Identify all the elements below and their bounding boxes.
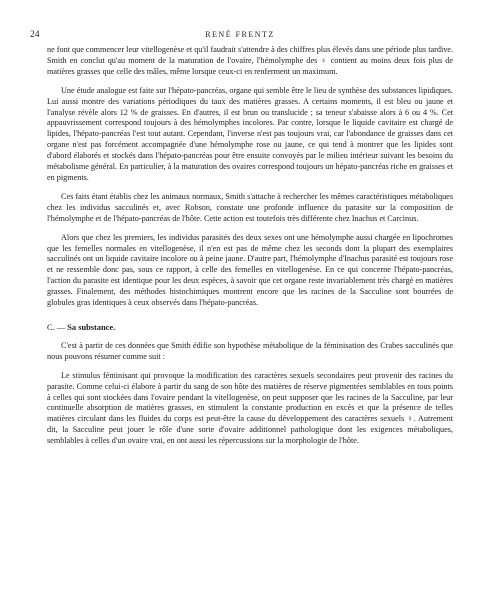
paragraph-parasitized-individuals: Ces faits étant établis chez les animaux normaux, Smith s'attache à rechercher les mêmes caractéristiques métaboliques chez les individus sacculinés et, avec Robson, constate une profonde influence du parasite sur la composition de l'hémolymphe et de l'hépato-pancréas de l'hôte. Cette action est toutefois très différente chez Inachus et Carcinus. (47, 191, 453, 223)
paragraph-hypothesis-intro: C'est à partir de ces données que Smith édifie son hypothèse métabolique de la féminisation des Crabes sacculinés que nous pouvons résumer comme suit : (47, 340, 453, 361)
paragraph-hypothesis: Le stimulus féminisant qui provoque la modification des caractères sexuels secondaires peut provenir des racines du parasite. Comme celui-ci élabore à partir du sang de son hôte des matières de réserve pigmentées semblables en tous points à celles qui sont stockées dans l'ovaire pendant la vitellogenèse, on peut supposer que les racines de la Sacculine, par leur continuelle absorption de matières grasses, en stimulent la constante production en excès et que la présence de telles matières circulant dans les fluides du corps est peut-être la cause du développement des caractères sexuels ♀. Autrement dit, la Sacculine peut jouer le rôle d'une sorte d'ovaire additionnel pathologique dont les exigences métaboliques, semblables à celles d'un ovaire vrai, en ont aussi les répercussions sur la morphologie de l'hôte. (47, 370, 453, 446)
page-header (30, 30, 450, 44)
running-title: RENÉ FRENTZ (205, 30, 275, 39)
paragraph-continuation: ne font que commencer leur vitellogenèse et qu'il faudrait s'attendre à des chiffres plus élevés dans une période plus tardive. Smith en conclut qu'au moment de la maturation de l'ovaire, l'hémolymphe des ♀ contient au moins deux fois plus de matières grasses que celle des mâles, même lorsque ceux-ci en renferment un maximum. (47, 45, 453, 76)
article-body (47, 45, 453, 447)
paragraph-hepato-pancreas: Une étude analogue est faite sur l'hépato-pancréas, organe qui semble être le lieu de synthèse des substances lipidiques. Lui aussi montre des variations périodiques du taux des matières grasses. A certains moments, il est bleu ou jaune et l'analyse révèle alors 12 % de graisses. En d'autres, il est brun ou translucide ; sa teneur s'abaisse alors à 6 ou 4 %. Cet appauvrissement correspond toujours à des hémolymphes incolores. Par contre, lorsque le liquide cavitaire est chargé de lipides, l'hépato-pancréas l'est tout autant. Cependant, l'inverse n'est pas toujours vrai, car l'abondance de graisses dans cet organe n'est pas forcément accompagnée d'une hémolymphe rose ou jaune, ce qui tend à montrer que les lipides sont d'abord élaborés et stockés dans l'hépato-pancréas pour être ensuite convoyés par le milieu intérieur suivant les besoins du métabolisme général. En particulier, à la maturation des ovaires correspond toujours un hépato-pancréas riche en graisses et en pigments. (47, 85, 453, 182)
paragraph-species-comparison: Alors que chez les premiers, les individus parasités des deux sexes ont une hémolymphe aussi chargée en lipochromes que les femelles normales en vitellogenèse, il n'en est pas de même chez les seconds dont la plupart des exemplaires sacculinés ont un liquide cavitaire incolore ou à peine jaune. D'autre part, l'hémolymphe d'Inachus parasité est toujours rose et ne ressemble donc pas, sous ce rapport, à celle des femelles en vitellogenèse. En ce qui concerne l'hépato-pancréas, l'action du parasite est identique pour les deux espèces, à savoir que cet organe reste invariablement très chargé en matières grasses. Finalement, des méthodes histochimiques montrent encore que les racines de la Sacculine sont bourrées de globules gras identiques à ceux observés dans l'hépato-pancréas. (47, 232, 453, 308)
page-number: 24 (30, 30, 40, 40)
section-title: Sa substance. (67, 322, 116, 332)
section-heading (47, 323, 453, 332)
section-letter: C. — (47, 322, 66, 332)
